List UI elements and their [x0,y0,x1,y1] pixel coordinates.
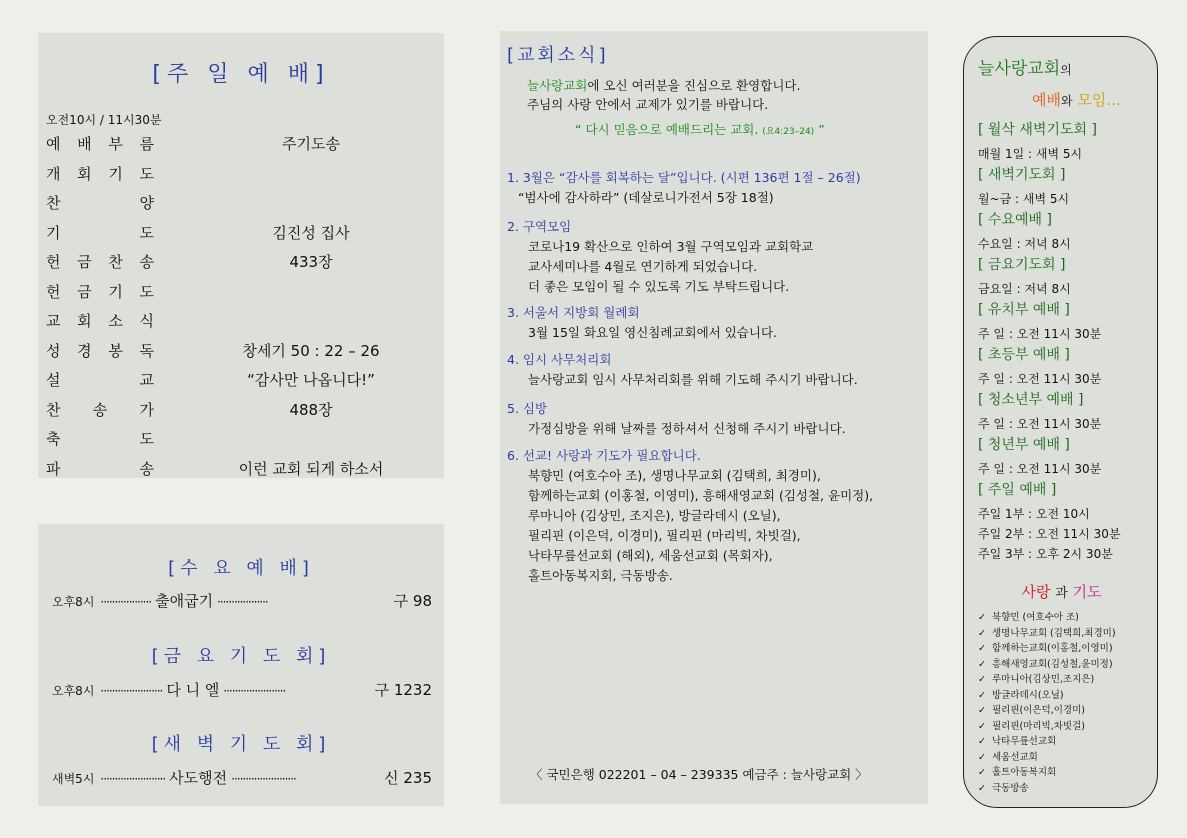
order-label-char: 도 [139,282,154,301]
order-label-char: 기 [108,282,123,301]
order-label-char: 식 [139,312,154,330]
order-label-char: 교 [46,312,61,330]
leader-dots: ······················ [100,684,163,698]
church-name: 늘사랑교회 [978,59,1061,79]
order-label-char: 헌 [46,253,61,271]
worship-order-row [46,222,436,246]
order-label-char: 기 [108,164,123,183]
prayer-item [978,671,1094,685]
prayer-item-text: 낙타무릎선교회 [991,736,1057,747]
scripture-ref: 구 1232 [374,681,432,699]
verse-quote-end: ” [818,122,825,137]
leader-dots: ·················· [100,595,152,609]
schedule-entry-line: 주 일 : 오전 11시 30분 [978,327,1102,341]
schedule-entry-line: 금요일 : 저녁 8시 [978,282,1071,296]
order-label-char: 찬 [108,253,123,271]
order-label [46,163,154,184]
order-label-char: 성 [46,341,61,360]
order-label-char: 기 [46,223,61,242]
and-word: 와 [1060,94,1073,108]
order-label-char: 축 [46,430,61,448]
order-label-char: 도 [139,430,154,448]
schedule-entry-line: 주 일 : 오전 11시 30분 [978,417,1102,431]
service-time: 오후8시 [52,595,95,609]
prayer-item-text: 홀트아동복지회 [991,767,1057,778]
worship-order-row [46,340,436,364]
check-icon: ✓ [978,751,986,763]
church-news-panel [500,31,928,804]
prayer-item-text: 필리핀(이은덕,이경미) [991,705,1085,716]
order-label-char: 찬 [46,400,61,419]
news-item-title: 3. 서울서 지방회 월례회 [507,305,640,320]
worship-order-row [46,399,436,423]
verse-text: “ 다시 믿음으로 예배드리는 교회. [575,122,759,137]
order-label-char: 부 [108,135,123,153]
order-label-char: 회 [77,312,92,330]
news-item-title: 5. 심방 [507,401,548,416]
order-label-char: 금 [77,253,92,271]
schedule-entry-title: [ 금요기도회 ] [978,257,1066,273]
order-label [46,222,154,243]
and-word: 과 [1055,586,1068,601]
worship-order-row [46,310,436,334]
prayer-item [978,702,1085,716]
check-icon: ✓ [978,767,986,778]
order-label-char: 가 [139,400,154,419]
order-label-char: 헌 [46,282,61,301]
wednesday-worship-row [52,590,432,611]
worship-order-row [46,281,436,305]
order-label [46,399,154,420]
prayer-item [978,764,1056,778]
news-item-line: 더 좋은 모임이 될 수 있도록 기도 부탁드립니다. [528,279,790,294]
check-icon: ✓ [978,736,986,747]
order-label [46,428,154,449]
order-label-char: 파 [46,459,61,478]
scripture-book: 사도행전 [169,769,228,787]
order-label [46,133,154,154]
prayer-item-text: 극동방송 [991,782,1029,794]
news-item-line: 늘사랑교회 임시 사무처리회를 위해 기도해 주시기 바랍니다. [528,372,858,387]
prayer-item-text: 세움선교회 [991,751,1038,763]
order-label [46,310,154,331]
news-item-title: 1. 3월은 “감사를 회복하는 달”입니다. (시편 136편 1절 – 26절) [507,170,861,185]
meeting-word: 모임... [1077,91,1121,109]
scripture-ref: 신 235 [384,769,432,787]
church-news-title: [교회소식] [507,45,609,66]
scripture-book: 다 니 엘 [166,681,220,699]
sunday-worship-time: 오전10시 / 11시30분 [46,113,162,127]
welcome-text: 에 오신 여러분을 진심으로 환영합니다. [587,78,801,93]
dawn-prayer-title: [새 벽 기 도 회] [151,734,331,755]
order-label-char: 도 [139,223,154,242]
prayer-word: 기도 [1072,583,1102,601]
check-icon: ✓ [978,782,986,794]
prayer-item [978,733,1056,747]
worship-order-row [46,133,436,157]
wednesday-worship-title: [수 요 예 배] [168,558,314,579]
schedule-subheading [1032,89,1121,110]
worship-order-row [46,428,436,452]
check-icon: ✓ [978,689,986,701]
prayer-item [978,640,1113,654]
check-icon: ✓ [978,720,986,732]
order-label-char: 봉 [108,341,123,360]
love-word: 사랑 [1021,583,1051,601]
schedule-entry-line: 월~금 : 새벽 5시 [978,192,1070,206]
order-label-char: 도 [139,164,154,183]
order-label-char: 찬 [46,194,61,212]
worship-word: 예배 [1032,91,1061,109]
sunday-worship-title: [주 일 예 배] [152,62,330,87]
news-item-line: 가정심방을 위해 날짜를 정하셔서 신청해 주시기 바랍니다. [528,421,846,436]
friday-prayer-row [52,679,432,700]
order-value: 488장 [289,400,333,419]
schedule-entry-title: [ 수요예배 ] [978,212,1052,228]
leader-dots: ······················ [223,684,286,698]
prayer-item [978,625,1116,639]
leader-dots: ·················· [217,595,268,609]
schedule-entry-line: 수요일 : 저녁 8시 [978,237,1071,251]
order-label [46,458,154,479]
church-name: 늘사랑교회 [527,78,588,93]
prayer-item [978,780,1029,794]
order-value: “감사만 나옵니다!” [247,371,375,389]
scripture-ref: 구 98 [393,592,432,610]
order-label-char: 양 [139,194,154,212]
schedule-entry-line: 매월 1일 : 새벽 5시 [978,147,1083,161]
order-label-char: 송 [139,253,154,271]
prayer-item-text: 필리핀(마리빅,차빗걸) [991,720,1085,732]
leader-dots: ······················· [100,772,166,786]
order-value: 주기도송 [282,135,340,153]
prayer-item [978,656,1113,670]
news-item-line: 3월 15일 화요일 영신침례교회에서 있습니다. [528,325,778,340]
welcome-line [527,76,800,94]
order-label-char: 름 [139,135,154,153]
prayer-item-text: 루마니아(김상민,조지은) [991,674,1095,685]
check-icon: ✓ [978,612,986,623]
prayer-item-text: 방글라데시(오닐) [991,689,1064,701]
schedule-entry-line: 주 일 : 오전 11시 30분 [978,462,1102,476]
friday-prayer-title: [금 요 기 도 회] [151,646,331,667]
check-icon: ✓ [978,705,986,716]
order-label-char: 설 [46,371,61,389]
news-item-line: 루마니아 (김상민, 조지은), 방글라데시 (오닐), [528,508,781,523]
news-item-line: 교사세미나를 4월로 연기하게 되었습니다. [528,259,758,274]
worship-order-row [46,369,436,393]
worship-order-row [46,458,436,482]
news-item-line: 북향민 (여호수아 조), 생명나무교회 (김택희, 최경미), [528,468,821,483]
schedule-entry-title: [ 청년부 예배 ] [978,437,1070,453]
schedule-entry-title: [ 유치부 예배 ] [978,302,1070,318]
prayer-item-text: 함께하는교회(이홍철,이영미) [991,643,1113,654]
verse-ref: (요4:23–24) [762,127,815,137]
order-label-char: 개 [46,164,61,183]
news-item-line: 낙타무릎선교회 (해외), 세움선교회 (목회자), [528,548,773,563]
order-value: 433장 [289,253,333,271]
schedule-entry-line: 주일 2부 : 오전 11시 30분 [978,527,1121,541]
heading-suffix: 의 [1060,63,1072,77]
bank-account-info: 〈 국민은행 022201 – 04 – 239335 예금주 : 늘사랑교회 〉 [530,767,868,782]
prayer-item [978,687,1064,701]
order-label [46,340,154,361]
prayer-item-text: 흥해새영교회(김성철,윤미정) [991,658,1113,670]
schedule-entry-line: 주일 1부 : 오전 10시 [978,507,1090,521]
order-value: 김진성 집사 [272,223,350,242]
news-item-line: “범사에 감사하라” (데살로니가전서 5장 18절) [518,190,774,205]
service-time: 새벽5시 [52,772,95,786]
news-item-title: 2. 구역모임 [507,219,572,234]
check-icon: ✓ [978,674,986,685]
check-icon: ✓ [978,627,986,639]
dawn-prayer-row [52,767,432,788]
worship-order-row [46,163,436,187]
worship-schedule-panel [963,36,1158,808]
check-icon: ✓ [978,658,986,670]
schedule-entry-line: 주일 3부 : 오후 2시 30분 [978,547,1113,561]
order-label-char: 경 [77,341,92,360]
prayer-title [964,581,1159,602]
welcome-line-2: 주님의 사랑 안에서 교제가 있기를 바랍니다. [527,97,769,112]
prayer-item [978,718,1085,732]
order-label-char: 소 [108,312,123,330]
midweek-services-panel [38,524,444,806]
prayer-item [978,749,1038,763]
schedule-entry-title: [ 새벽기도회 ] [978,167,1066,183]
service-time: 오후8시 [52,684,95,698]
order-label-char: 배 [77,135,92,153]
check-icon: ✓ [978,643,986,654]
prayer-item-text: 북향민 (여호수아 조) [991,612,1079,623]
schedule-entry-title: [ 초등부 예배 ] [978,347,1070,363]
order-label [46,251,154,272]
order-label-char: 금 [77,282,92,301]
prayer-item [978,609,1079,623]
worship-order-row [46,192,436,216]
church-verse [575,120,825,138]
scripture-book: 출애굽기 [155,592,214,610]
schedule-heading [978,54,1072,79]
news-item-title: 6. 선교! 사랑과 기도가 필요합니다. [507,448,701,463]
sunday-worship-panel [38,33,444,478]
order-value: 이런 교회 되게 하소서 [238,459,384,478]
news-item-line: 함께하는교회 (이홍철, 이영미), 흥해새영교회 (김성철, 윤미정), [528,488,874,503]
order-value: 창세기 50 : 22 – 26 [242,341,380,360]
schedule-entry-title: [ 월삭 새벽기도회 ] [978,122,1097,138]
order-label [46,281,154,302]
news-item-title: 4. 임시 사무처리회 [507,352,612,367]
order-label-char: 독 [139,341,154,360]
order-label-char: 교 [139,371,154,389]
order-label [46,192,154,213]
schedule-entry-title: [ 청소년부 예배 ] [978,392,1084,408]
order-label-char: 송 [92,400,108,419]
news-item-line: 코로나19 확산으로 인하여 3월 구역모임과 교회학교 [528,239,814,254]
order-label-char: 예 [46,135,61,153]
leader-dots: ······················· [231,772,296,786]
news-item-line: 홀트아동복지회, 극동방송. [528,568,673,583]
order-label-char: 회 [77,164,92,183]
schedule-entry-line: 주 일 : 오전 11시 30분 [978,372,1102,386]
worship-order-row [46,251,436,275]
order-label-char: 송 [139,459,154,478]
schedule-entry-title: [ 주일 예배 ] [978,482,1057,498]
order-label [46,369,154,390]
prayer-item-text: 생명나무교회 (김택희,최경미) [991,627,1116,639]
news-item-line: 필리핀 (이은덕, 이경미), 필리핀 (마리빅, 차빗걸), [528,528,801,543]
